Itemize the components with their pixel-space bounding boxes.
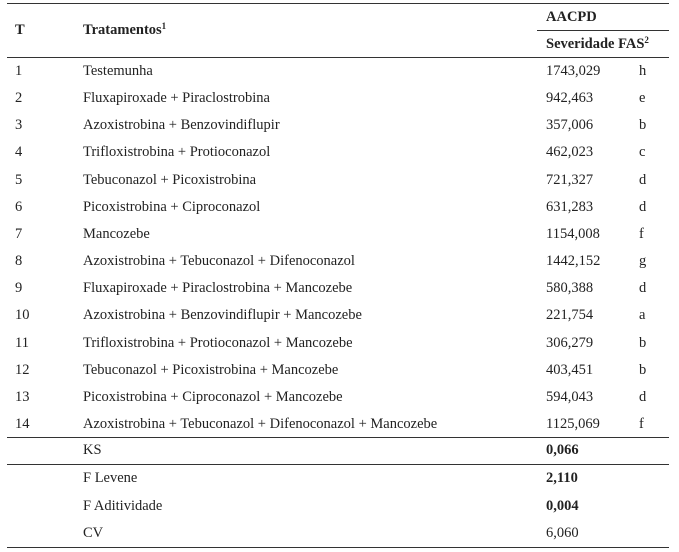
row-number: 12 [15,362,30,378]
stat-value: 2,110 [546,470,578,486]
row-number: 2 [15,90,23,106]
row-number: 6 [15,199,23,215]
row-treatment: Azoxistrobina + Tebuconazol + Difenoconazol [83,253,355,269]
row-aacpd-value: 221,754 [546,307,594,323]
row-number: 10 [15,307,30,323]
header-t: T [15,22,25,38]
row-aacpd-value: 942,463 [546,90,594,106]
header-severidade: Severidade FAS$^2$ [546,35,649,52]
row-treatment: Azoxistrobina + Tebuconazol + Difenoconazol + Mancozebe [83,416,438,432]
stat-label: F Levene [83,470,138,486]
row-significance-letter: b [639,362,647,378]
row-significance-letter: g [639,253,647,269]
stat-label: F Aditividade [83,498,163,514]
row-significance-letter: f [639,226,644,242]
row-aacpd-value: 580,388 [546,280,594,296]
row-aacpd-value: 1154,008 [546,226,600,242]
row-aacpd-value: 462,023 [546,144,594,160]
row-treatment: Trifloxistrobina + Protioconazol [83,144,271,160]
stat-value: 0,066 [546,442,579,458]
row-significance-letter: b [639,335,647,351]
row-number: 5 [15,172,23,188]
row-aacpd-value: 306,279 [546,335,594,351]
table-top-rule [7,3,669,4]
row-number: 8 [15,253,23,269]
row-treatment: Tebuconazol + Picoxistrobina + Mancozebe [83,362,339,378]
row-number: 4 [15,144,23,160]
row-significance-letter: d [639,199,647,215]
row-significance-letter: e [639,90,646,106]
row-aacpd-value: 1743,029 [546,63,601,79]
row-significance-letter: b [639,117,647,133]
stat-label: KS [83,442,102,458]
stats-mid-rule [7,464,669,465]
rows-bottom-rule [7,437,669,438]
header-bottom-rule [7,57,669,58]
row-treatment: Mancozebe [83,226,150,242]
row-treatment: Tebuconazol + Picoxistrobina [83,172,257,188]
row-significance-letter: d [639,280,647,296]
table-bottom-rule [7,547,669,548]
row-treatment: Picoxistrobina + Ciproconazol + Mancozebe [83,389,343,405]
row-number: 3 [15,117,23,133]
row-number: 14 [15,416,30,432]
row-number: 1 [15,63,23,79]
row-number: 7 [15,226,23,242]
row-treatment: Testemunha [83,63,153,79]
header-aacpd: AACPD [546,9,597,25]
row-aacpd-value: 357,006 [546,117,594,133]
row-significance-letter: d [639,389,647,405]
row-number: 13 [15,389,30,405]
stat-value: 6,060 [546,525,579,541]
row-significance-letter: a [639,307,646,323]
row-significance-letter: d [639,172,647,188]
row-aacpd-value: 1442,152 [546,253,601,269]
row-treatment: Picoxistrobina + Ciproconazol [83,199,261,215]
row-significance-letter: h [639,63,647,79]
row-treatment: Trifloxistrobina + Protioconazol + Mancozebe [83,335,353,351]
row-number: 9 [15,280,23,296]
row-aacpd-value: 403,451 [546,362,594,378]
row-treatment: Fluxapiroxade + Piraclostrobina [83,90,270,106]
header-tratamentos: Tratamentos$^1$ [83,21,167,38]
row-treatment: Azoxistrobina + Benzovindiflupir + Mancozebe [83,307,362,323]
row-number: 11 [15,335,29,351]
header-sub-rule [537,30,669,31]
row-aacpd-value: 1125,069 [546,416,600,432]
row-aacpd-value: 721,327 [546,172,594,188]
row-aacpd-value: 631,283 [546,199,594,215]
row-treatment: Fluxapiroxade + Piraclostrobina + Mancozebe [83,280,353,296]
row-aacpd-value: 594,043 [546,389,594,405]
row-treatment: Azoxistrobina + Benzovindiflupir [83,117,280,133]
row-significance-letter: c [639,144,646,160]
stat-value: 0,004 [546,498,579,514]
row-significance-letter: f [639,416,644,432]
stat-label: CV [83,525,104,541]
